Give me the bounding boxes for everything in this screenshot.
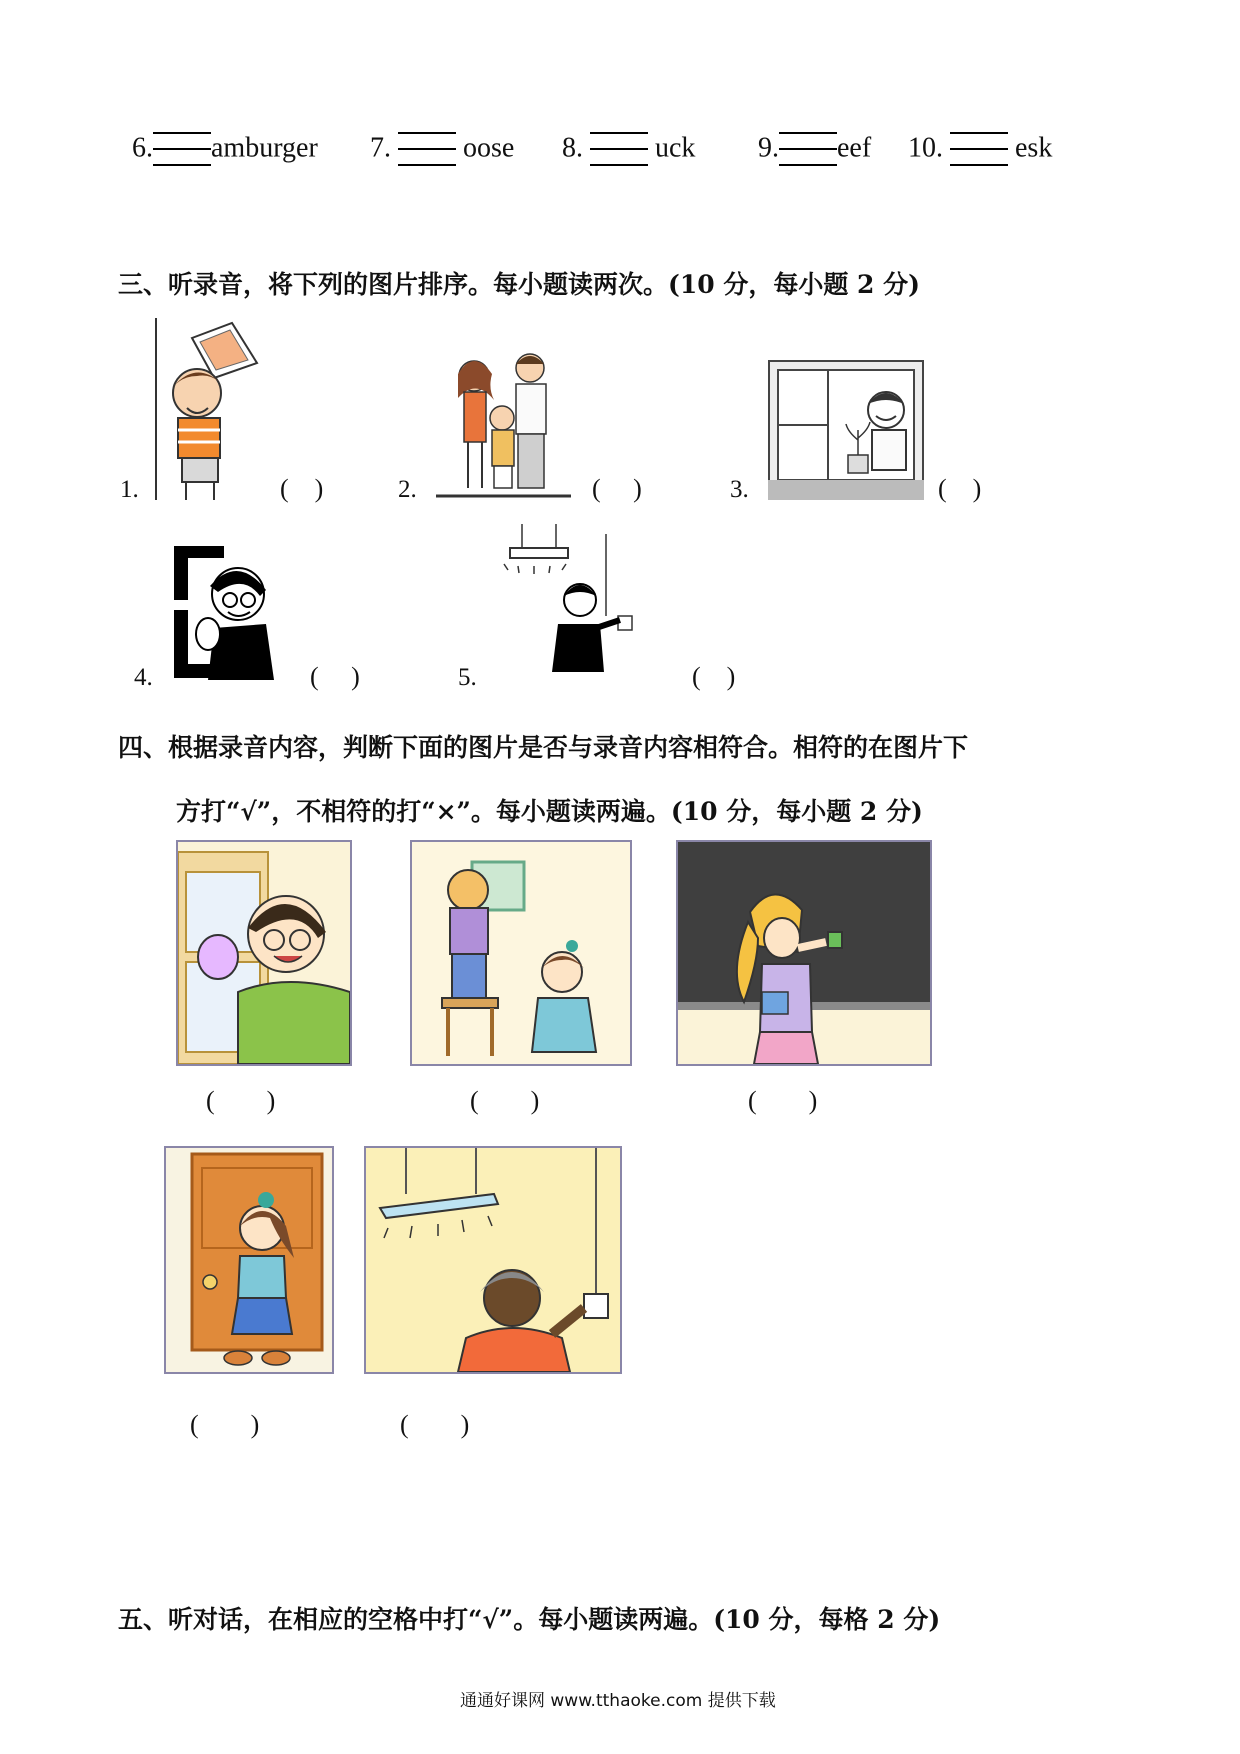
answer-blank[interactable]: ( ) bbox=[592, 474, 642, 503]
answer-blank[interactable]: ( ) bbox=[470, 1086, 540, 1115]
boy-cleaning-window-color-image bbox=[176, 840, 352, 1066]
section4-heading-line1: 四、根据录音内容，判断下面的图片是否与录音内容相符合。相符的在图片下 bbox=[118, 733, 969, 762]
picture-number: 1. bbox=[120, 476, 139, 503]
picture-number: 2. bbox=[398, 476, 417, 503]
item-9 bbox=[758, 130, 871, 170]
kids-putting-up-picture-image bbox=[410, 840, 632, 1066]
page-footer: 通通好课网 www.tthaoke.com 提供下载 bbox=[460, 1691, 776, 1711]
section3-heading: 三、听录音，将下列的图片排序。每小题读两次。(10 分，每小题 2 分) bbox=[118, 270, 920, 299]
answer-blank[interactable]: ( ) bbox=[400, 1410, 470, 1439]
item-10 bbox=[908, 130, 1052, 170]
item-7 bbox=[370, 130, 514, 170]
word-suffix: oose bbox=[463, 132, 515, 164]
letter-blank[interactable] bbox=[779, 130, 837, 170]
boy-turning-on-light-image bbox=[496, 524, 642, 672]
letter-blank[interactable] bbox=[590, 130, 648, 170]
answer-blank[interactable]: ( ) bbox=[310, 662, 360, 691]
section4-heading-line2: 方打“√”，不相符的打“×”。每小题读两遍。(10 分，每小题 2 分) bbox=[176, 797, 923, 826]
answer-blank[interactable]: ( ) bbox=[206, 1086, 276, 1115]
word-suffix: esk bbox=[1015, 132, 1053, 164]
answer-blank[interactable]: ( ) bbox=[190, 1410, 260, 1439]
boy-at-window-image bbox=[768, 360, 924, 500]
answer-blank[interactable]: ( ) bbox=[748, 1086, 818, 1115]
answer-blank[interactable]: ( ) bbox=[938, 474, 982, 503]
word-suffix: eef bbox=[837, 132, 872, 164]
girl-opening-door-image bbox=[164, 1146, 334, 1374]
picture-number: 5. bbox=[458, 664, 477, 691]
word-suffix: uck bbox=[655, 132, 696, 164]
picture-number: 4. bbox=[134, 664, 153, 691]
item-number: 10. bbox=[908, 132, 943, 164]
item-8 bbox=[562, 130, 695, 170]
letter-blank[interactable] bbox=[950, 130, 1008, 170]
letter-blank[interactable] bbox=[153, 130, 211, 170]
letter-blank[interactable] bbox=[398, 130, 456, 170]
answer-blank[interactable]: ( ) bbox=[692, 662, 736, 691]
boy-turning-on-light-color-image bbox=[364, 1146, 622, 1374]
girl-cleaning-blackboard-image bbox=[676, 840, 932, 1066]
family-of-three-image bbox=[436, 348, 571, 498]
section5-heading: 五、听对话，在相应的空格中打“√”。每小题读两遍。(10 分，每格 2 分) bbox=[118, 1605, 941, 1634]
boy-hanging-picture-image bbox=[152, 318, 262, 500]
item-number: 7. bbox=[370, 132, 391, 164]
item-number: 6. bbox=[132, 132, 153, 164]
answer-blank[interactable]: ( ) bbox=[280, 474, 324, 503]
picture-number: 3. bbox=[730, 476, 749, 503]
item-6 bbox=[132, 130, 318, 170]
item-number: 9. bbox=[758, 132, 779, 164]
item-number: 8. bbox=[562, 132, 583, 164]
word-suffix: amburger bbox=[211, 132, 318, 164]
boy-cleaning-window-image bbox=[174, 544, 274, 684]
